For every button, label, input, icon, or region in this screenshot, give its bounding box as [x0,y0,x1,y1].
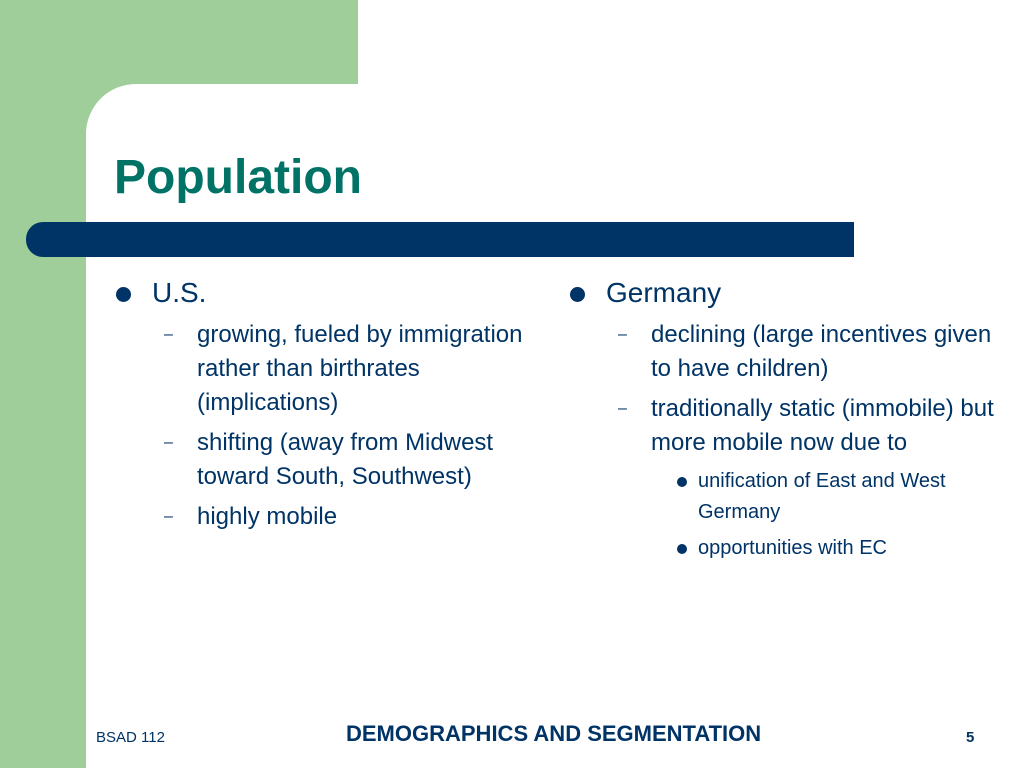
subsubbullet-text: unification of East and West Germany [698,470,946,523]
subsubbullet-text: opportunities with EC [698,537,887,559]
dash-bullet-icon: – [618,400,627,417]
footer-course: BSAD 112 [96,729,165,746]
bullet-dot-icon [677,477,687,487]
subbullet-us-mobile [114,500,534,534]
left-column [114,276,534,540]
subsubbullet-ec [568,533,1008,564]
slide-title: Population [114,151,362,204]
footer-page-number: 5 [966,729,975,746]
footer-topic: DEMOGRAPHICS AND SEGMENTATION [346,721,762,746]
bullet-germany [568,276,1008,310]
dash-bullet-icon: – [164,434,173,451]
right-column [568,276,1008,569]
bullet-germany-label: Germany [606,277,722,308]
dash-bullet-icon: – [164,508,173,525]
subbullet-text: shifting (away from Midwest toward South, Southwest) [197,429,494,490]
subbullet-germany-declining [568,318,1008,386]
subbullet-us-growing [114,318,534,420]
subsubbullet-unification [568,466,1008,528]
subbullet-text: growing, fueled by immigration rather than birthrates (implications) [197,321,523,416]
dash-bullet-icon: – [164,326,173,343]
subbullet-text: declining (large incentives given to have children) [651,321,992,382]
title-underline-bar [26,222,854,257]
bullet-dot-icon [677,544,687,554]
subbullet-us-shifting [114,426,534,494]
subbullet-text: highly mobile [197,503,338,530]
dash-bullet-icon: – [618,326,627,343]
bullet-dot-icon [570,287,585,302]
bullet-dot-icon [116,287,131,302]
bullet-us-label: U.S. [152,277,207,308]
bullet-us [114,276,534,310]
subbullet-germany-static [568,392,1008,460]
subbullet-text: traditionally static (immobile) but more mobile now due to [651,395,994,456]
